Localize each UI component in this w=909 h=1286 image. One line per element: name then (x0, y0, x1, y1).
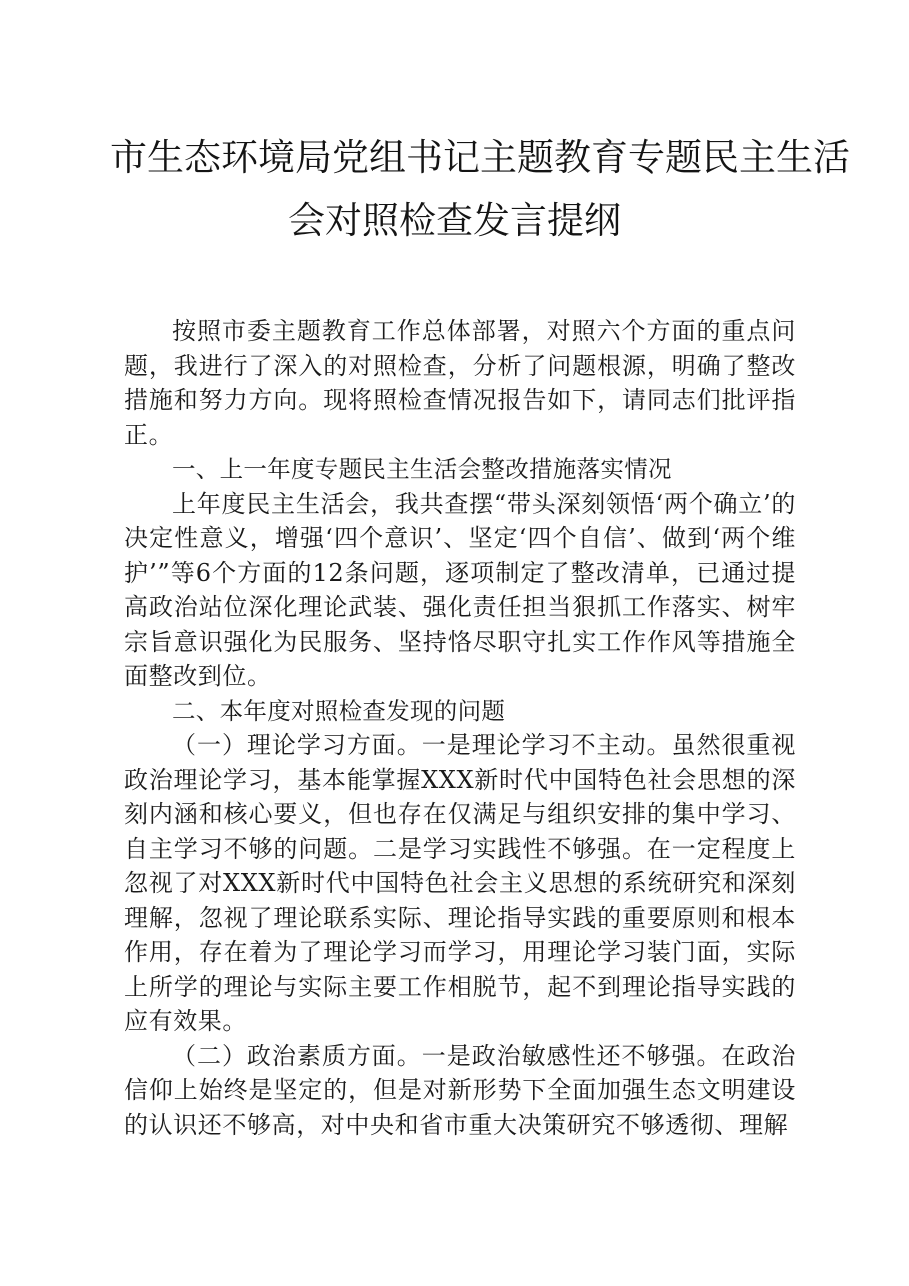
section-2-item-2 (124, 1039, 796, 1143)
item-2-lead: （二）政治素质方面。 (172, 1041, 422, 1070)
item-1-lead: （一）理论学习方面。 (172, 731, 422, 759)
document-body (124, 314, 796, 1142)
title-line-2: 会对照检查发言提纲 (288, 199, 621, 242)
item-1-body: 一是理论学习不主动。虽然很重视政治理论学习，基本能掌握XXX新时代中国特色社会思想的深刻内涵和核心要义，但也存在仅满足与组织安排的集中学习、自主学习不够的问题。二是学习实践性不够强。在一定程度上忽视了对XXX新时代中国特色社会主义思想的系统研究和深刻理解，忽视了理论联系实际、理论指导实践的重要原则和根本作用，存在着为了理论学习而学习，用理论学习装门面，实际上所学的理论与实际主要工作相脱节，起不到理论指导实践的应有效果。 (124, 731, 796, 1035)
section-1-heading: 一、上一年度专题民主生活会整改措施落实情况 (172, 455, 672, 483)
section-1-paragraph: 上年度民主生活会，我共查摆“带头深刻领悟‘两个确立’的决定性意义，增强‘四个意识’、坚定‘四个自信’、做到‘两个维护’”等6个方面的12条问题，逐项制定了整改清单，已通过提高政治站位深化理论武装、强化责任担当狠抓工作落实、树牢宗旨意识强化为民服务、坚持恪尽职守扎实工作作风等措施全面整改到位。 (124, 489, 796, 690)
item-2-body: 一是政治敏感性还不够强。在政治信仰上始终是坚定的，但是对新形势下全面加强生态文明建设的认识还不够高，对中央和省市重大决策研究不够透彻、理解 (124, 1041, 796, 1139)
section-2-item-1 (124, 728, 796, 1039)
section-2-heading: 二、本年度对照检查发现的问题 (172, 696, 506, 725)
document-title (110, 126, 850, 252)
intro-paragraph: 按照市委主题教育工作总体部署，对照六个方面的重点问题，我进行了深入的对照检查，分析了问题根源，明确了整改措施和努力方向。现将照检查情况报告如下，请同志们批评指正。 (124, 317, 796, 449)
title-line-1: 市生态环境局党组书记主题教育专题民主生活 (110, 136, 850, 179)
